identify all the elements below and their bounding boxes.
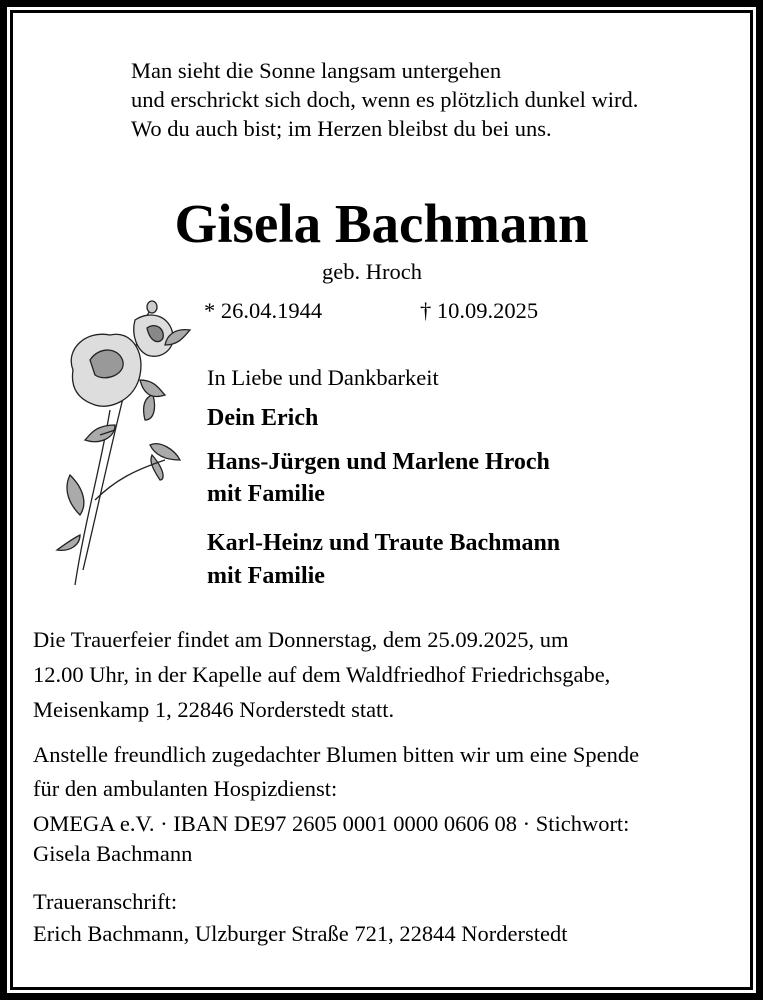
verse-line: Man sieht die Sonne langsam untergehen — [131, 58, 502, 83]
verse-line: Wo du auch bist; im Herzen bleibst du bei uns. — [131, 116, 552, 141]
mourners-intro: In Liebe und Dankbarkeit — [207, 365, 439, 390]
donation-line: OMEGA e.V. · IBAN DE97 2605 0001 0000 0606 08 · Stichwort: — [33, 811, 630, 836]
mourner-line: mit Familie — [207, 563, 325, 589]
donation-line: für den ambulanten Hospizdienst: — [33, 776, 338, 801]
verse-line: und erschrickt sich doch, wenn es plötzlich dunkel wird. — [131, 87, 639, 112]
donation-line: Gisela Bachmann — [33, 841, 193, 866]
deceased-name: Gisela Bachmann — [174, 193, 589, 254]
birth-name: geb. Hroch — [322, 259, 422, 284]
address-line: Erich Bachmann, Ulzburger Straße 721, 22844 Norderstedt — [33, 921, 568, 946]
mourner-line: mit Familie — [207, 481, 325, 507]
rose-icon — [55, 300, 195, 590]
mourner-line: Dein Erich — [207, 405, 319, 431]
funeral-line: 12.00 Uhr, in der Kapelle auf dem Waldfriedhof Friedrichsgabe, — [33, 662, 611, 687]
address-label: Traueranschrift: — [33, 889, 178, 914]
funeral-line: Die Trauerfeier findet am Donnerstag, dem 25.09.2025, um — [33, 627, 569, 652]
mourner-line: Hans-Jürgen und Marlene Hroch — [207, 449, 550, 475]
birth-date: * 26.04.1944 — [204, 298, 323, 323]
death-date: † 10.09.2025 — [420, 298, 539, 323]
funeral-line: Meisenkamp 1, 22846 Norderstedt statt. — [33, 697, 395, 722]
donation-line: Anstelle freundlich zugedachter Blumen bitten wir um eine Spende — [33, 742, 640, 767]
mourner-line: Karl-Heinz und Traute Bachmann — [207, 530, 561, 556]
